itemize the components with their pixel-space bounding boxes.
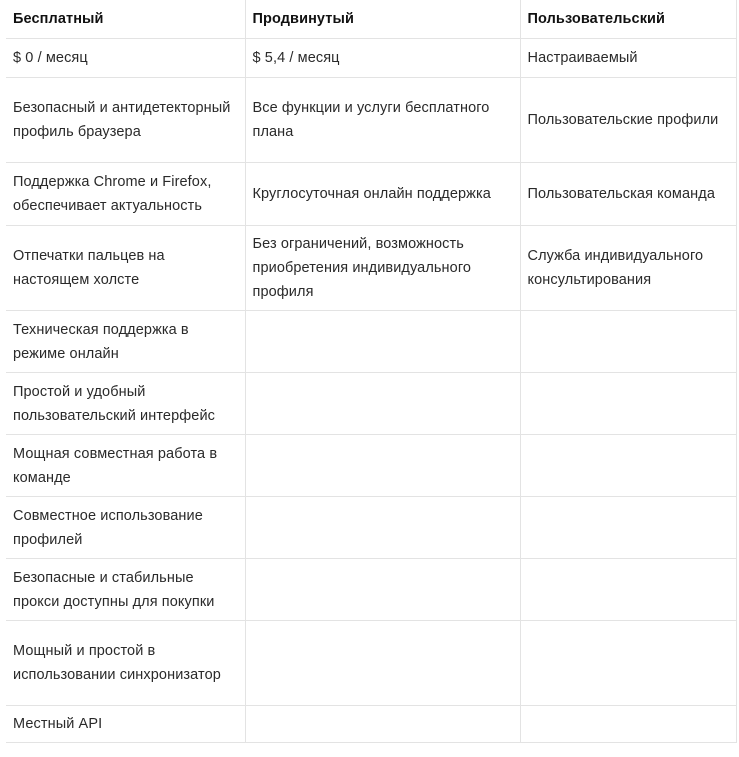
table-cell (245, 706, 520, 743)
table-row (6, 621, 736, 706)
table-cell: Мощный и простой в использовании синхронизатор (6, 621, 245, 706)
table-cell (520, 373, 736, 435)
table-row (6, 559, 736, 621)
table-cell: Безопасный и антидетекторный профиль браузера (6, 78, 245, 163)
table-cell (245, 497, 520, 559)
table-row (6, 78, 736, 163)
table-cell: Все функции и услуги бесплатного плана (245, 78, 520, 163)
table-cell (245, 311, 520, 373)
table-cell: Техническая поддержка в режиме онлайн (6, 311, 245, 373)
table-cell (520, 706, 736, 743)
table-row (6, 311, 736, 373)
plan-free-header: Бесплатный (6, 0, 245, 39)
table-row (6, 435, 736, 497)
table-cell: Поддержка Chrome и Firefox, обеспечивает актуальность (6, 163, 245, 226)
table-cell (520, 559, 736, 621)
table-cell (245, 621, 520, 706)
table-cell: Отпечатки пальцев на настоящем холсте (6, 226, 245, 311)
table-cell: Местный API (6, 706, 245, 743)
cell-free-price: $ 0 / месяц (6, 39, 245, 78)
table-cell: Совместное использование профилей (6, 497, 245, 559)
table-cell: Пользовательская команда (520, 163, 736, 226)
table-cell: Служба индивидуального консультирования (520, 226, 736, 311)
table-cell (520, 311, 736, 373)
table-cell (520, 435, 736, 497)
table-row (6, 226, 736, 311)
plan-advanced-header: Продвинутый (245, 0, 520, 39)
table-cell (245, 435, 520, 497)
table-row (6, 497, 736, 559)
cell-custom-price: Настраиваемый (520, 39, 736, 78)
header-row (6, 0, 736, 39)
table-cell: Простой и удобный пользовательский интерфейс (6, 373, 245, 435)
cell-advanced-price: $ 5,4 / месяц (245, 39, 520, 78)
table-cell: Пользовательские профили (520, 78, 736, 163)
pricing-table (6, 0, 737, 743)
plan-custom-header: Пользовательский (520, 0, 736, 39)
table-cell: Круглосуточная онлайн поддержка (245, 163, 520, 226)
table-cell (520, 621, 736, 706)
table-cell (520, 497, 736, 559)
table-cell: Безопасные и стабильные прокси доступны для покупки (6, 559, 245, 621)
table-row-price (6, 39, 736, 78)
table-cell (245, 373, 520, 435)
table-row (6, 706, 736, 743)
table-cell (245, 559, 520, 621)
table-row (6, 163, 736, 226)
table-cell: Мощная совместная работа в команде (6, 435, 245, 497)
table-row (6, 373, 736, 435)
table-cell: Без ограничений, возможность приобретения индивидуального профиля (245, 226, 520, 311)
